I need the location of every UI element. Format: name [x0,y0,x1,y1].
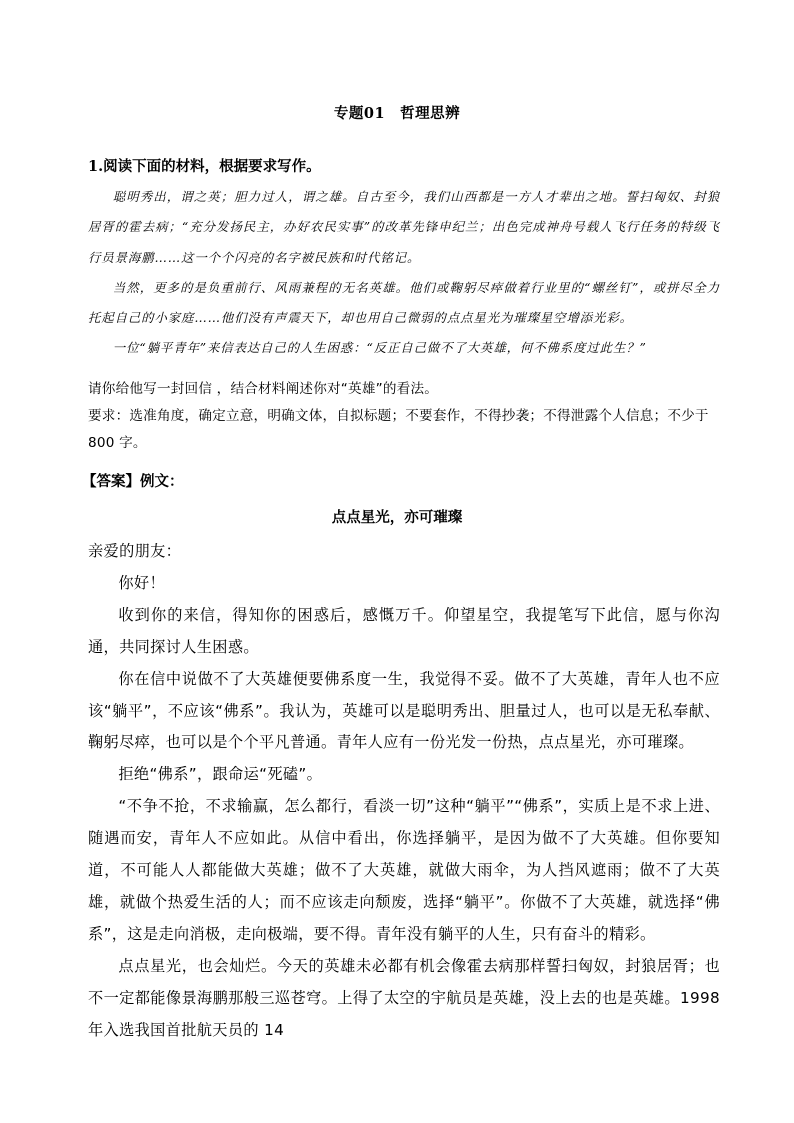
material-text [88,182,720,364]
page-title: 专题01 哲理思辨 [333,105,461,122]
essay-paragraph: 你在信中说做不了大英雄便要佛系度一生，我觉得不妥。做不了大英雄，青年人也不应该“躺平”，不应该“佛系”。我认为，英雄可以是聪明秀出、胆量过人，也可以是无私奉献、鞠躬尽瘁，也可以是个个平凡普通。青年人应有一份光发一份热，点点星光，亦可璀璨。 [88,669,720,752]
essay-paragraph: 拒绝“佛系”，跟命运“死磕”。 [118,765,323,784]
essay-body [88,536,720,1047]
material-paragraph: 一位“躺平青年”来信表达自己的人生困惑：“反正自己做不了大英雄，何不佛系度过此生？” [112,340,647,356]
essay-salutation: 亲爱的朋友： [88,542,182,560]
essay-greeting: 你好！ [118,573,166,592]
answer-label: 【答案】例文： [82,473,184,490]
essay-title: 点点星光，亦可璀璨 [331,509,463,526]
essay-paragraph: 收到你的来信，得知你的困惑后，感慨万千。仰望星空，我提笔写下此信，愿与你沟通，共同探讨人生困惑。 [88,605,720,656]
essay-paragraph: “不争不抢，不求输赢，怎么都行，看淡一切”这种“躺平”“佛系”，实质上是不求上进、随遇而安，青年人不应如此。从信中看出，你选择躺平，是因为做不了大英雄。但你要知道，不可能人人都能做大英雄；做不了大英雄，就做大雨伞，为人挡风遮雨；做不了大英雄，就做个热爱生活的人；而不应该走向颓废，选择“躺平”。你做不了大英雄，就选择“佛系”，这是走向消极，走向极端，要不得。青年没有躺平的人生，只有奋斗的精彩。 [88,797,720,943]
task-line: 请你给他写一封回信 ，结合材料阐述你对“英雄”的看法。 [88,381,439,397]
task-instructions [88,376,720,457]
essay-paragraph: 点点星光，也会灿烂。今天的英雄未必都有机会像霍去病那样誓扫匈奴，封狼居胥；也不一定都能像景海鹏那般三巡苍穹。上得了太空的宇航员是英雄，没上去的也是英雄。1998 年入选我国首批航天员的 14 [88,956,720,1039]
material-paragraph: 聪明秀出，谓之英；胆力过人，谓之雄。自古至今，我们山西都是一方人才辈出之地。誓扫匈奴、封狼居胥的霍去病；“充分发扬民主，办好农民实事”的改革先锋申纪兰；出色完成神舟号载人飞行任务的特级飞行员景海鹏……这一个个闪亮的名字被民族和时代铭记。 [88,189,720,265]
question-heading: 1.阅读下面的材料，根据要求写作。 [88,158,321,175]
material-paragraph: 当然，更多的是负重前行、风雨兼程的无名英雄。他们或鞠躬尽瘁做着行业里的“螺丝钉”，或拼尽全力托起自己的小家庭……他们没有声震天下，却也用自己微弱的点点星光为璀璨星空增添光彩。 [88,279,720,326]
requirements-text: 要求：选准角度，确定立意，明确文体，自拟标题；不要套作，不得抄袭；不得泄露个人信息；不少于 800 字。 [88,408,709,451]
